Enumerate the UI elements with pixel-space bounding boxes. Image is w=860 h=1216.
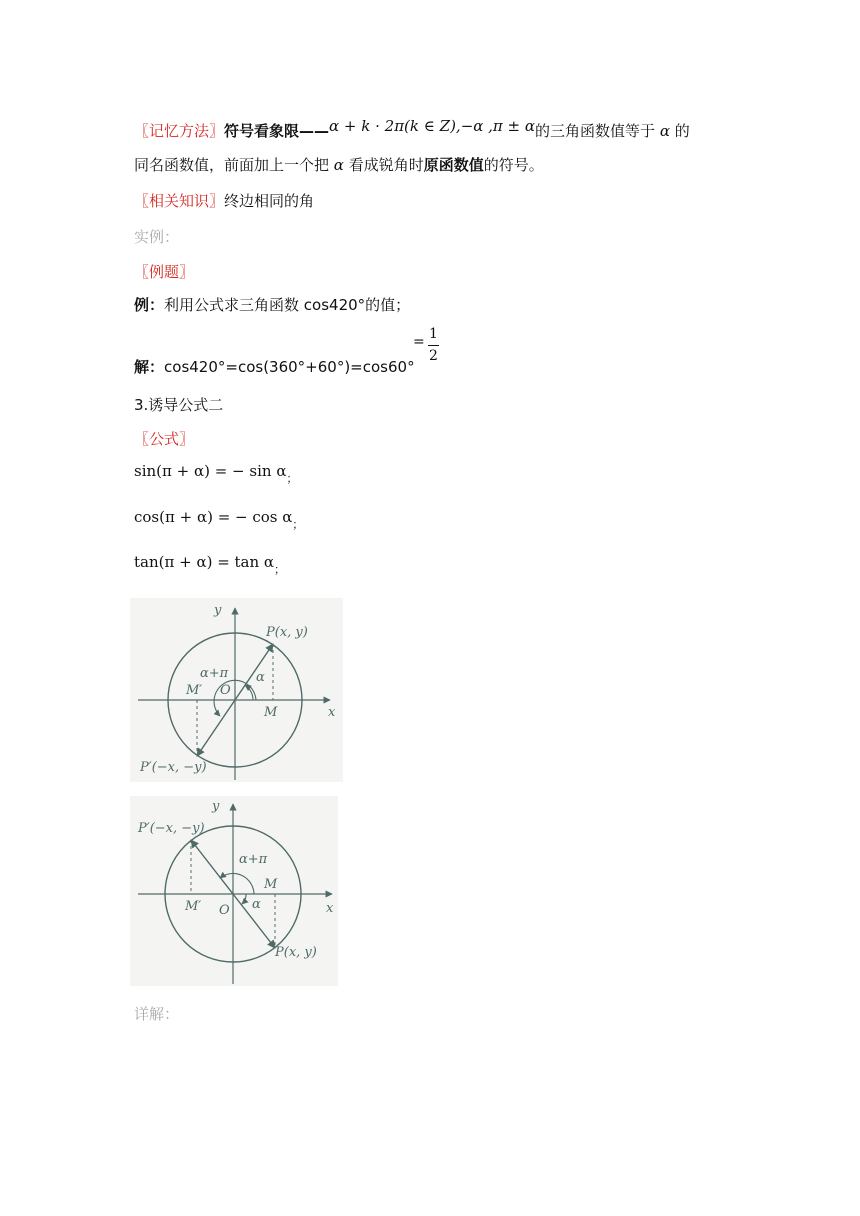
formula-tag: 〖公式〗 <box>134 430 195 448</box>
memory-text-2: 的 <box>669 122 690 140</box>
fig2-alpha-label: α <box>252 897 261 912</box>
fig2-o-label: O <box>219 903 230 918</box>
fig1-o-label: O <box>220 683 231 698</box>
op-prime-vector <box>191 840 233 894</box>
formula-sin-sep: ； <box>286 472 298 485</box>
fig2-x-label: x <box>326 901 334 916</box>
fig1-p-label: P(x, y) <box>266 625 308 640</box>
formula-tan <box>134 553 286 576</box>
formula-cos-sep: ； <box>292 518 304 531</box>
memory-alpha: α <box>659 122 670 140</box>
formula-sin <box>134 462 298 485</box>
fig1-alpha-pi-label: α+π <box>200 666 229 681</box>
memory-line2-a: 同名函数值，前面加上一个把 <box>134 156 334 174</box>
fig2-m-label: M <box>264 877 278 892</box>
op-prime-vector <box>197 700 235 756</box>
solution-denominator: 2 <box>429 348 438 364</box>
fig1-y-label: y <box>214 603 222 618</box>
solution-prefix: 解： <box>134 358 165 376</box>
fig2-m-prime-label: M′ <box>185 899 202 914</box>
related-tag: 〖相关知识〗 <box>134 192 225 210</box>
fraction-bar <box>428 345 439 346</box>
unit-circle-figure-1 <box>130 598 343 782</box>
memory-line2-alpha: α <box>333 156 344 174</box>
formula-cos-text: cos(π + α) = − cos α <box>134 508 293 526</box>
fig2-p-prime-label: P′(−x, −y) <box>138 821 205 836</box>
memory-formula-rest: ,−α ,π ± α <box>455 117 536 135</box>
formula-cos <box>134 508 304 531</box>
formula-tan-text: tan(π + α) = tan α <box>134 553 275 571</box>
memory-formula-main: α + k · 2π(k ∈ Z) <box>329 117 456 135</box>
unit-circle-figure-2 <box>130 796 338 986</box>
fig1-m-prime-label: M′ <box>186 683 203 698</box>
detail-label: 详解： <box>134 1005 180 1023</box>
formula-sin-text: sin(π + α) = − sin α <box>134 462 287 480</box>
memory-line2-bold: 原函数值 <box>423 156 484 174</box>
memory-tag: 〖记忆方法〗 <box>134 122 225 140</box>
fig2-p-label: P(x, y) <box>275 945 317 960</box>
memory-line2-c: 的符号。 <box>483 156 544 174</box>
fig1-alpha-label: α <box>256 670 265 685</box>
fig2-y-label: y <box>212 799 220 814</box>
alpha-arc <box>242 894 246 904</box>
solution-line <box>134 356 415 377</box>
solution-numerator: 1 <box>429 326 438 342</box>
solution-fraction <box>413 326 445 372</box>
memory-bold-lead: 符号看象限—— <box>224 122 330 140</box>
related-text: 终边相同的角 <box>224 192 315 210</box>
memory-line2-b: 看成锐角时 <box>343 156 424 174</box>
fig1-p-prime-label: P′(−x, −y) <box>140 760 207 775</box>
example-tag: 〖例题〗 <box>134 263 195 281</box>
related-line <box>134 190 314 211</box>
solution-eq: = <box>413 334 425 350</box>
fig1-m-label: M <box>264 705 278 720</box>
example-label: 实例： <box>134 228 180 246</box>
solution-text: cos420°=cos(360°+60°)=cos60° <box>164 358 415 376</box>
memory-line-2 <box>134 154 544 175</box>
section-title: 3.诱导公式二 <box>134 396 224 414</box>
memory-text-1: 的三角函数值等于 <box>535 122 660 140</box>
question-text: 利用公式求三角函数 cos420°的值； <box>164 296 411 314</box>
formula-tan-sep: ； <box>274 563 286 576</box>
fig1-x-label: x <box>328 705 336 720</box>
question-prefix: 例： <box>134 296 165 314</box>
alpha-arc <box>245 685 253 700</box>
question-line <box>134 294 410 315</box>
fig2-alpha-pi-label: α+π <box>239 852 268 867</box>
memory-line-1 <box>134 117 690 141</box>
